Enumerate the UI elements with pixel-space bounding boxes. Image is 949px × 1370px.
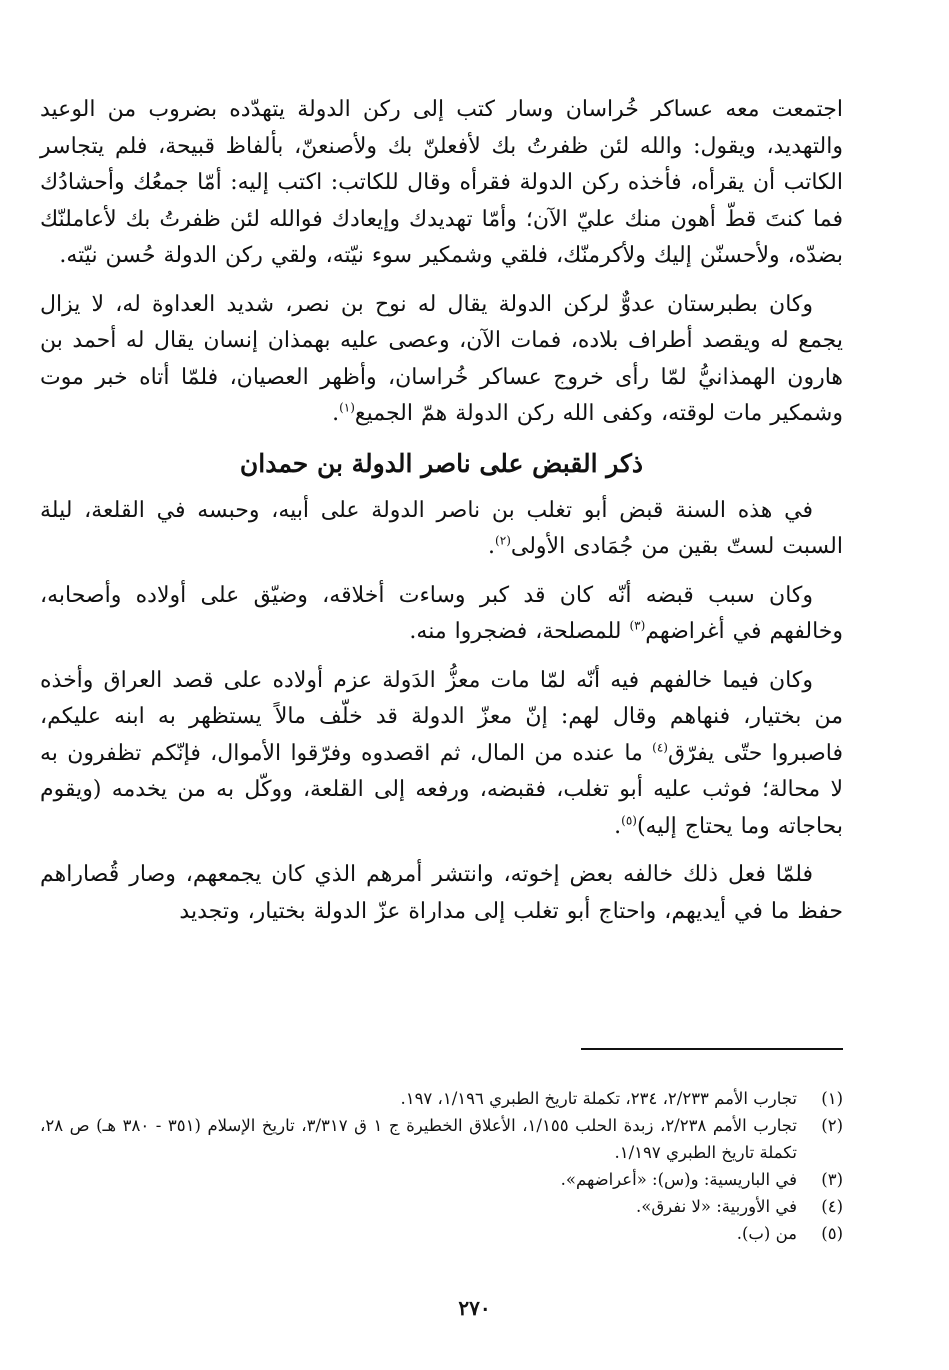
footnote-ref-3: (٣)	[629, 618, 646, 633]
footnote-1	[40, 1085, 843, 1112]
footnote-ref-1: (١)	[339, 400, 355, 415]
footnote-ref-2: (٢)	[495, 533, 511, 548]
footnote-number: (٢)	[821, 1116, 843, 1135]
paragraph-4-text-a: وكان سبب قبضه أنّه كان قد كبر وساءت أخلاقه، وضيّق على أولاده وأصحابه، وخالفهم في أغراضهم	[40, 582, 843, 644]
footnote-number: (٤)	[821, 1197, 843, 1216]
paragraph-2-end: .	[332, 401, 340, 426]
footnote-ref-4: (٤)	[652, 740, 668, 755]
footnote-text: من (ب).	[736, 1224, 797, 1243]
main-text	[40, 92, 843, 930]
page-number: ٢٧٠	[458, 1296, 491, 1320]
footnote-number: (٥)	[821, 1224, 843, 1243]
footnote-number: (٣)	[821, 1170, 843, 1189]
paragraph-3-text: في هذه السنة قبض أبو تغلب بن ناصر الدولة على أبيه، وحبسه في القلعة، ليلة السبت لستّ بقين من جُمَادى الأولى	[40, 497, 843, 559]
footnote-5	[40, 1220, 843, 1247]
paragraph-4	[40, 578, 843, 651]
paragraph-3-end: .	[488, 534, 496, 559]
section-heading: ذكر القبض على ناصر الدولة بن حمدان	[239, 448, 644, 478]
footnote-text: في الأوربية: «لا نفرق».	[636, 1197, 797, 1216]
paragraph-3	[40, 493, 843, 566]
paragraph-5-end: .	[614, 813, 622, 839]
footnote-text: في الباريسية: و(س): «أعراضهم».	[560, 1170, 797, 1189]
footnotes	[40, 1085, 843, 1247]
paragraph-5-text-a: وكان فيما خالفهم فيه أنّه لمّا مات معزُّ الدَولة عزم أولاده على قصد العراق وأخذه من بختيار، فنهاهم وقال لهم: إنّ معزّ الدولة قد خلّف مالاً يستظهر به ابنه عليكم، فاصبروا حتّى يفرّق	[40, 667, 844, 766]
paragraph-2	[40, 287, 843, 433]
paragraph-6: فلمّا فعل ذلك خالفه بعض إخوته، وانتشر أمرهم الذي كان يجمعهم، وصار قُصاراهم حفظ ما في أيديهم، واحتاج أبو تغلب إلى مداراة عزّ الدولة بختيار، وتجديد	[40, 862, 843, 924]
footnote-text: تجارب الأمم ٢/٢٣٨، زبدة الحلب ١/١٥٥، الأعلاق الخطيرة ج ١ ق ٣/٣١٧، تاريخ الإسلام (٣٥١ - ٣٨٠ هـ) ص ٢٨، تكملة تاريخ الطبري ١/١٩٧.	[40, 1116, 798, 1162]
footnote-3	[40, 1166, 843, 1193]
paragraph-4-text-b: للمصلحة، فضجروا منه.	[409, 619, 630, 644]
footnote-ref-5: (٥)	[621, 813, 637, 828]
paragraph-1: اجتمعت معه عساكر خُراسان وسار كتب إلى ركن الدولة يتهدّده بضروب من الوعيد والتهديد، ويقول: والله لئن ظفرتُ بك لأفعلنّ بك ولأصنعنّ، بألفاظ قبيحة، فلم يتجاسر الكاتب أن يقرأه، فأخذه ركن الدولة فقرأه وقال للكاتب: اكتب إليه: أمّا جمعُك وأحشادُك فما كنتَ قطّ أهون منك عليّ الآن؛ وأمّا تهديدك وإيعادك فوالله لئن ظفرتُ بك لأعاملنّك بضدّه، ولأحسنّن إليك ولأكرمنّك، فلقي وشمكير سوء نيّته، ولقي ركن الدولة حُسن نيّته.	[40, 97, 844, 268]
paragraph-5-text-b: ما عنده من المال، ثم اقصدوه وفرّقوا الأموال، فإنّكم تظفرون به لا محالة؛ فوثب عليه أبو تغلب، فقبضه، ورفعه إلى القلعة، ووكّل به من يخدمه (ويقوم بحاجاته وما يحتاج إليه)	[40, 740, 844, 839]
footnote-number: (١)	[821, 1089, 843, 1108]
footnote-separator	[581, 1048, 843, 1050]
footnote-text: تجارب الأمم ٢/٢٣٣، ٢٣٤، تكملة تاريخ الطبري ١/١٩٦، ١٩٧.	[400, 1089, 797, 1108]
footnote-4	[40, 1193, 843, 1220]
footnote-2	[40, 1112, 843, 1166]
paragraph-2-text: وكان بطبرستان عدوٌّ لركن الدولة يقال له نوح بن نصر، شديد العداوة له، لا يزال يجمع له ويقصد أطراف بلاده، فمات الآن، وعصى عليه بهمذان إنسان يقال له أحمد بن هارون الهمذانيُّ لمّا رأى خروج عساكر خُراسان، وأظهر العصيان، فلمّا أتاه خبر موت وشمكير مات لوقته، وكفى الله ركن الدولة همّ الجميع	[40, 291, 843, 426]
paragraph-5	[40, 663, 843, 846]
